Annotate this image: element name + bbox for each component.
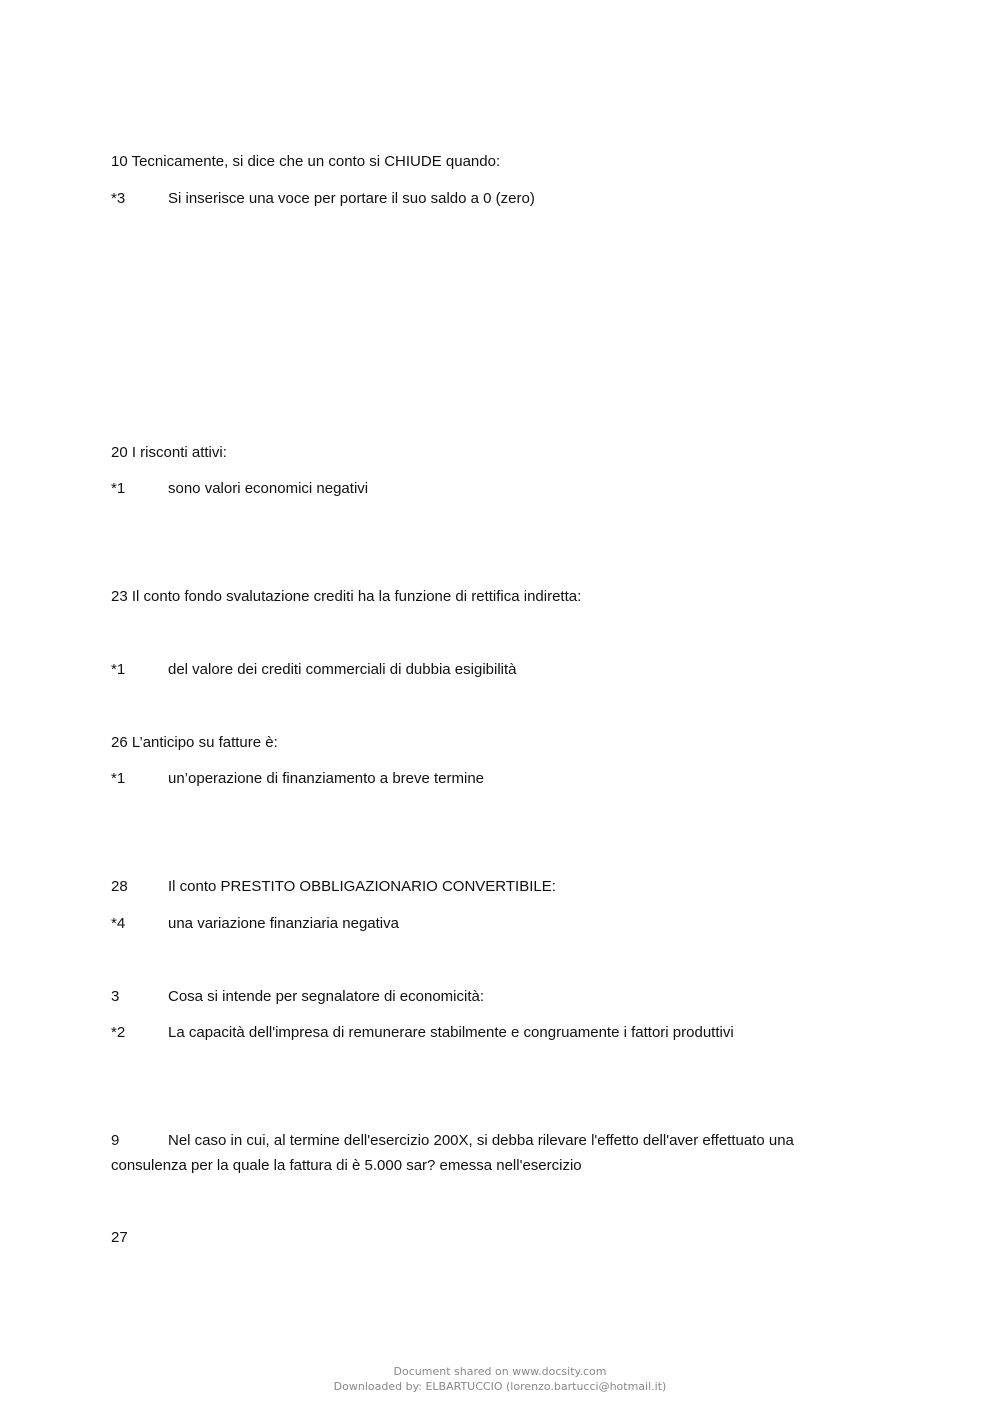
- answer-28: [111, 914, 399, 934]
- answer-code: *1: [111, 480, 126, 497]
- footer-shared-note: Document shared on www.docsity.com: [393, 1365, 607, 1378]
- answer-text: sono valori economici negativi: [168, 480, 369, 497]
- question-number: 9: [111, 1132, 120, 1149]
- question-23: 23 Il conto fondo svalutazione crediti ha la funzione di rettifica indiretta:: [111, 588, 582, 605]
- answer-text: del valore dei crediti commerciali di dubbia esigibilità: [168, 661, 517, 678]
- question-text-line1: Nel caso in cui, al termine dell'esercizio 200X, si debba rilevare l'effetto dell'aver effettuato una: [168, 1132, 794, 1149]
- footer-download-note: Downloaded by: ELBARTUCCIO (lorenzo.bartucci@hotmail.it): [333, 1380, 667, 1393]
- answer-text: La capacità dell'impresa di remunerare stabilmente e congruamente i fattori produttivi: [168, 1024, 734, 1041]
- answer-code: *3: [111, 190, 126, 207]
- answer-code: *1: [111, 661, 126, 678]
- question-9-continuation: consulenza per la quale la fattura di è 5.000 sar? emessa nell'esercizio: [111, 1157, 582, 1174]
- question-text: Cosa si intende per segnalatore di economicità:: [168, 988, 485, 1005]
- answer-code: *4: [111, 915, 126, 932]
- answer-code: *2: [111, 1024, 126, 1041]
- question-9: [111, 1131, 794, 1151]
- answer-text: Si inserisce una voce per portare il suo saldo a 0 (zero): [168, 190, 535, 207]
- question-28: [111, 877, 556, 897]
- question-26: 26 L’anticipo su fatture è:: [111, 734, 278, 751]
- question-10: 10 Tecnicamente, si dice che un conto si CHIUDE quando:: [111, 153, 501, 170]
- question-text: Il conto PRESTITO OBBLIGAZIONARIO CONVERTIBILE:: [168, 878, 556, 895]
- question-27: 27: [111, 1229, 128, 1246]
- question-3: [111, 987, 484, 1007]
- answer-text: un’operazione di finanziamento a breve termine: [168, 770, 485, 787]
- answer-3: [111, 1023, 734, 1043]
- answer-26: [111, 769, 484, 789]
- question-number: 28: [111, 878, 128, 895]
- answer-20: [111, 479, 368, 499]
- answer-10: [111, 189, 535, 209]
- answer-text: una variazione finanziaria negativa: [168, 915, 399, 932]
- question-20: 20 I risconti attivi:: [111, 444, 227, 461]
- question-number: 3: [111, 988, 120, 1005]
- answer-code: *1: [111, 770, 126, 787]
- answer-23: [111, 660, 517, 680]
